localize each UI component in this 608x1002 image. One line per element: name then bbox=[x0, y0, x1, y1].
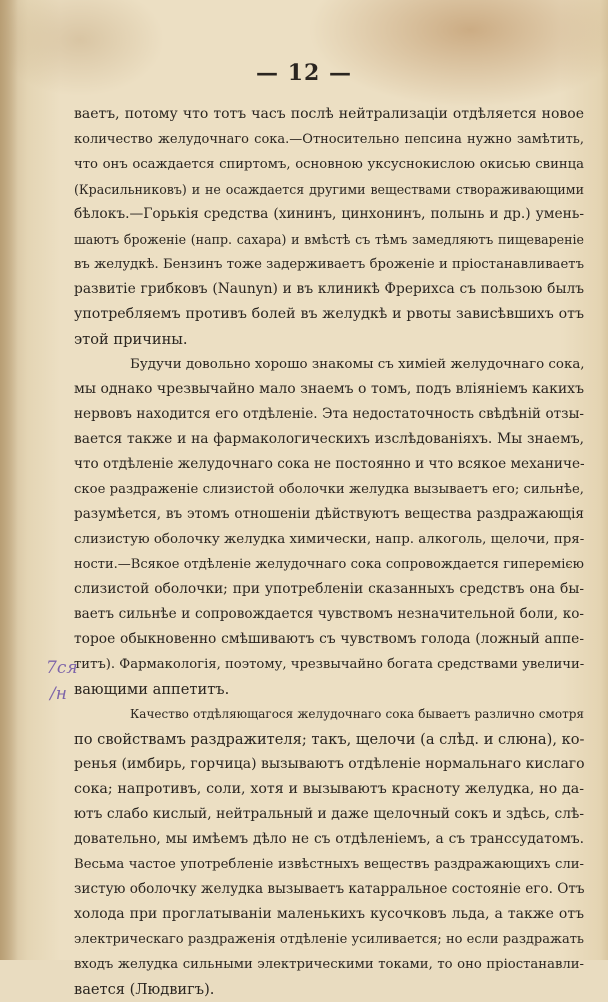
text-line: (Красильниковъ) и не осаждается другими веществами створаживающими bbox=[74, 182, 584, 197]
text-line: что отдѣленіе желудочнаго сока не постоянно и что всякое механиче- bbox=[74, 456, 585, 472]
text-line: вается (Людвигъ). bbox=[74, 981, 215, 998]
text-line: вающими аппетитъ. bbox=[74, 681, 230, 698]
paragraph bbox=[74, 702, 584, 1002]
text-line: вается также и на фармакологическихъ изслѣдованіяхъ. Мы знаемъ, bbox=[74, 431, 584, 447]
page-gutter-shadow bbox=[0, 0, 18, 960]
text-line: слизистую оболочку желудка химически, напр. алкоголь, щелочи, пря- bbox=[74, 532, 585, 547]
text-line: разумѣется, въ этомъ отношеніи дѣйствуютъ вещества раздражающія bbox=[74, 506, 584, 522]
text-line: электрическаго раздраженія отдѣленіе усиливается; но если раздражать bbox=[74, 932, 584, 947]
text-line: количество желудочнаго сока.—Относительно пепсина нужно замѣтить, bbox=[74, 132, 584, 147]
text-line: что онъ осаждается спиртомъ, основною уксуснокислою окисью свинца bbox=[74, 157, 584, 172]
text-line: по свойствамъ раздражителя; такъ, щелочи (а слѣд. и слюна), ко- bbox=[74, 731, 585, 748]
text-line: сока; напротивъ, соли, хотя и вызываютъ красноту желудка, но да- bbox=[74, 781, 584, 797]
text-line: ское раздраженіе слизистой оболочки желудка вызываетъ его; сильнѣе, bbox=[74, 482, 584, 497]
text-line: Качество отдѣляющагося желудочнаго сока бываетъ различно смотря bbox=[130, 707, 584, 721]
text-line: Весьма частое употребленіе извѣстныхъ веществъ раздражающихъ сли- bbox=[74, 857, 584, 872]
text-line: ности.—Всякое отдѣленіе желудочнаго сока сопровождается гиперемією bbox=[74, 557, 584, 572]
text-line: ваетъ сильнѣе и сопровождается чувствомъ незначительной боли, ко- bbox=[74, 606, 584, 622]
text-line: холода при проглатываніи маленькихъ кусочковъ льда, а также отъ bbox=[74, 906, 584, 922]
text-line: въ желудкѣ. Бензинъ тоже задерживаетъ броженіе и пріостанавливаетъ bbox=[74, 257, 584, 272]
text-line: титъ). Фармакологія, поэтому, чрезвычайно богата средствами увеличи- bbox=[74, 657, 585, 672]
text-line: шаютъ броженіе (напр. сахара) и вмѣстѣ съ тѣмъ замедляютъ пищевареніе bbox=[74, 232, 584, 247]
paragraph bbox=[74, 102, 584, 352]
text-line: развитіе грибковъ (Naunyn) и въ клиникѣ Фрерихса съ пользою былъ bbox=[74, 281, 584, 297]
text-line: Будучи довольно хорошо знакомы съ химіей желудочнаго сока, bbox=[130, 357, 585, 372]
text-line: мы однако чрезвычайно мало знаемъ о томъ, подъ вліяніемъ какихъ bbox=[74, 381, 584, 397]
text-line: нервовъ находится его отдѣленіе. Эта недостаточность свѣдѣній отзы- bbox=[74, 406, 584, 422]
margin-handwritten-note: 7ся bbox=[46, 658, 78, 678]
text-line: ренья (имбирь, горчица) вызываютъ отдѣленіе нормальнаго кислаго bbox=[74, 756, 585, 772]
text-line: употребляемъ противъ болей въ желудкѣ и рвоты зависѣвшихъ отъ bbox=[74, 306, 584, 322]
page-number: — 12 — bbox=[256, 60, 352, 86]
text-line: входъ желудка сильными электрическими токами, то оно пріостанавли- bbox=[74, 957, 584, 972]
body-text bbox=[74, 102, 584, 1002]
text-line: зистую оболочку желудка вызываетъ катарральное состояніе его. Отъ bbox=[74, 881, 585, 897]
text-line: бѣлокъ.—Горькія средства (хининъ, цинхонинъ, полынь и др.) умень- bbox=[74, 206, 584, 222]
margin-handwritten-note: /н bbox=[50, 684, 67, 704]
text-line: довательно, мы имѣемъ дѣло не съ отдѣленіемъ, а съ транссудатомъ. bbox=[74, 831, 584, 847]
text-line: ваетъ, потому что тотъ часъ послѣ нейтрализаціи отдѣляется новое bbox=[74, 106, 584, 122]
text-line: этой причины. bbox=[74, 331, 188, 348]
text-line: торое обыкновенно смѣшиваютъ съ чувствомъ голода (ложный аппе- bbox=[74, 631, 584, 647]
text-line: слизистой оболочки; при употребленіи сказанныхъ средствъ она бы- bbox=[74, 581, 584, 597]
paragraph bbox=[74, 352, 584, 702]
text-line: ютъ слабо кислый, нейтральный и даже щелочный сокъ и здѣсь, слѣ- bbox=[74, 806, 584, 822]
